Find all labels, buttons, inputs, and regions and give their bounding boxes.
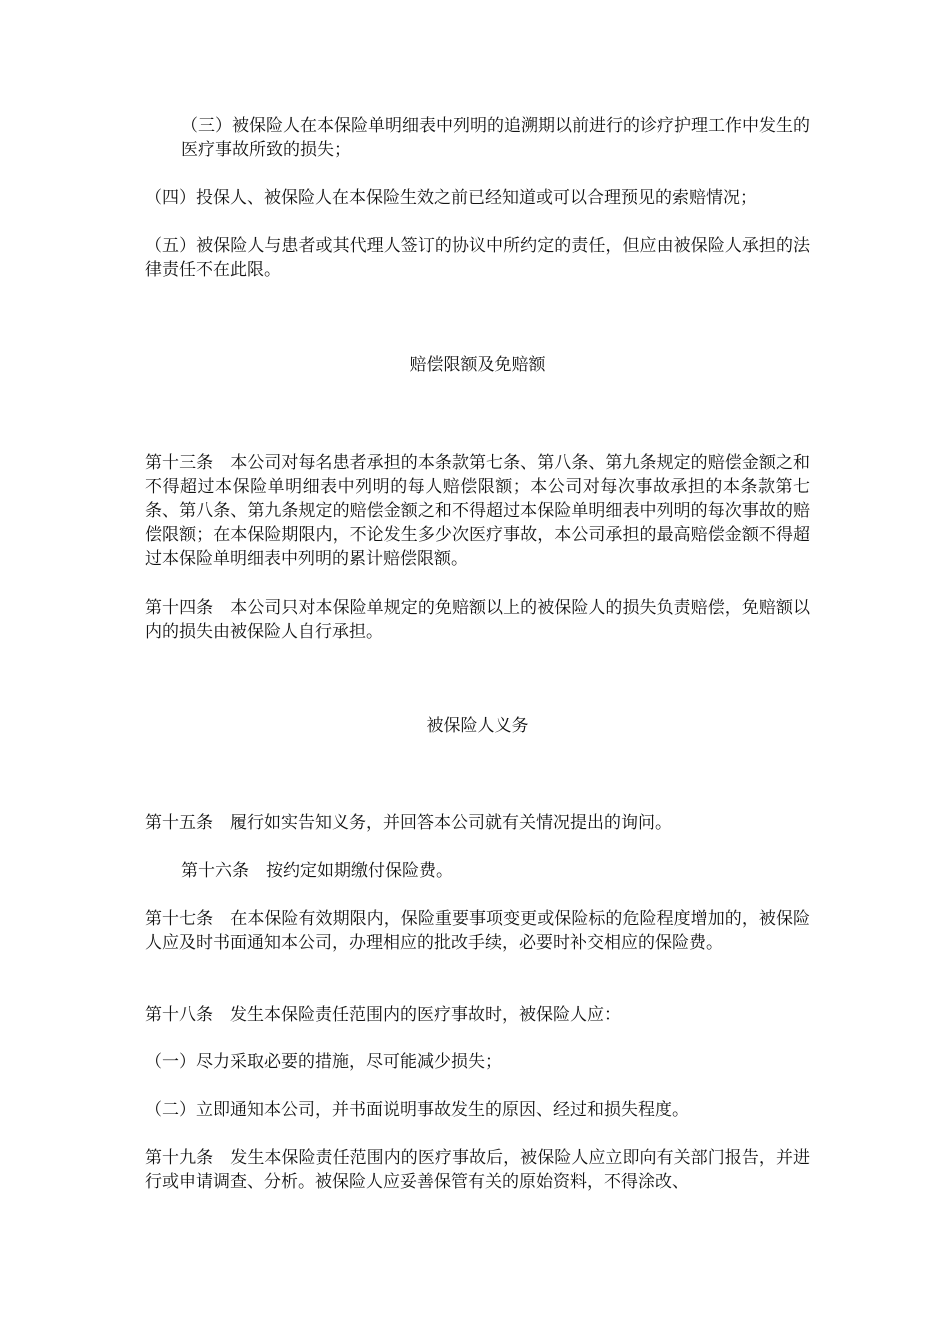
paragraph-exclusion-5: （五）被保险人与患者或其代理人签订的协议中所约定的责任，但应由被保险人承担的法律责任不在此限。	[145, 236, 810, 280]
paragraph-article-18-item-1: （一）尽力采取必要的措施，尽可能减少损失；	[145, 1052, 502, 1072]
paragraph-exclusion-3: （三）被保险人在本保险单明细表中列明的追溯期以前进行的诊疗护理工作中发生的医疗事故所致的损失；	[181, 116, 810, 160]
paragraph-article-16: 第十六条 按约定如期缴付保险费。	[181, 861, 453, 881]
paragraph-exclusion-4: （四）投保人、被保险人在本保险生效之前已经知道或可以合理预见的索赔情况；	[145, 188, 757, 208]
paragraph-article-18: 第十八条 发生本保险责任范围内的医疗事故时，被保险人应：	[145, 1005, 621, 1025]
paragraph-article-17: 第十七条 在本保险有效期限内，保险重要事项变更或保险标的危险程度增加的，被保险人应及时书面通知本公司，办理相应的批改手续，必要时补交相应的保险费。	[145, 909, 810, 953]
section-heading-insured-obligations: 被保险人义务	[426, 716, 529, 736]
paragraph-article-18-item-2: （二）立即通知本公司，并书面说明事故发生的原因、经过和损失程度。	[145, 1100, 689, 1120]
paragraph-article-14: 第十四条 本公司只对本保险单规定的免赔额以上的被保险人的损失负责赔偿，免赔额以内的损失由被保险人自行承担。	[145, 598, 810, 642]
paragraph-article-19: 第十九条 发生本保险责任范围内的医疗事故后，被保险人应立即向有关部门报告，并进行或申请调查、分析。被保险人应妥善保管有关的原始资料，不得涂改、	[145, 1148, 810, 1192]
section-heading-compensation-limits: 赔偿限额及免赔额	[409, 355, 546, 375]
paragraph-article-15: 第十五条 履行如实告知义务，并回答本公司就有关情况提出的询问。	[145, 813, 672, 833]
paragraph-article-13: 第十三条 本公司对每名患者承担的本条款第七条、第八条、第九条规定的赔偿金额之和不得超过本保险单明细表中列明的每人赔偿限额；本公司对每次事故承担的本条款第七条、第八条、第九条规定的赔偿金额之和不得超过本保险单明细表中列明的每次事故的赔偿限额；在本保险期限内，不论发生多少次医疗事故，本公司承担的最高赔偿金额不得超过本保险单明细表中列明的累计赔偿限额。	[145, 453, 810, 569]
